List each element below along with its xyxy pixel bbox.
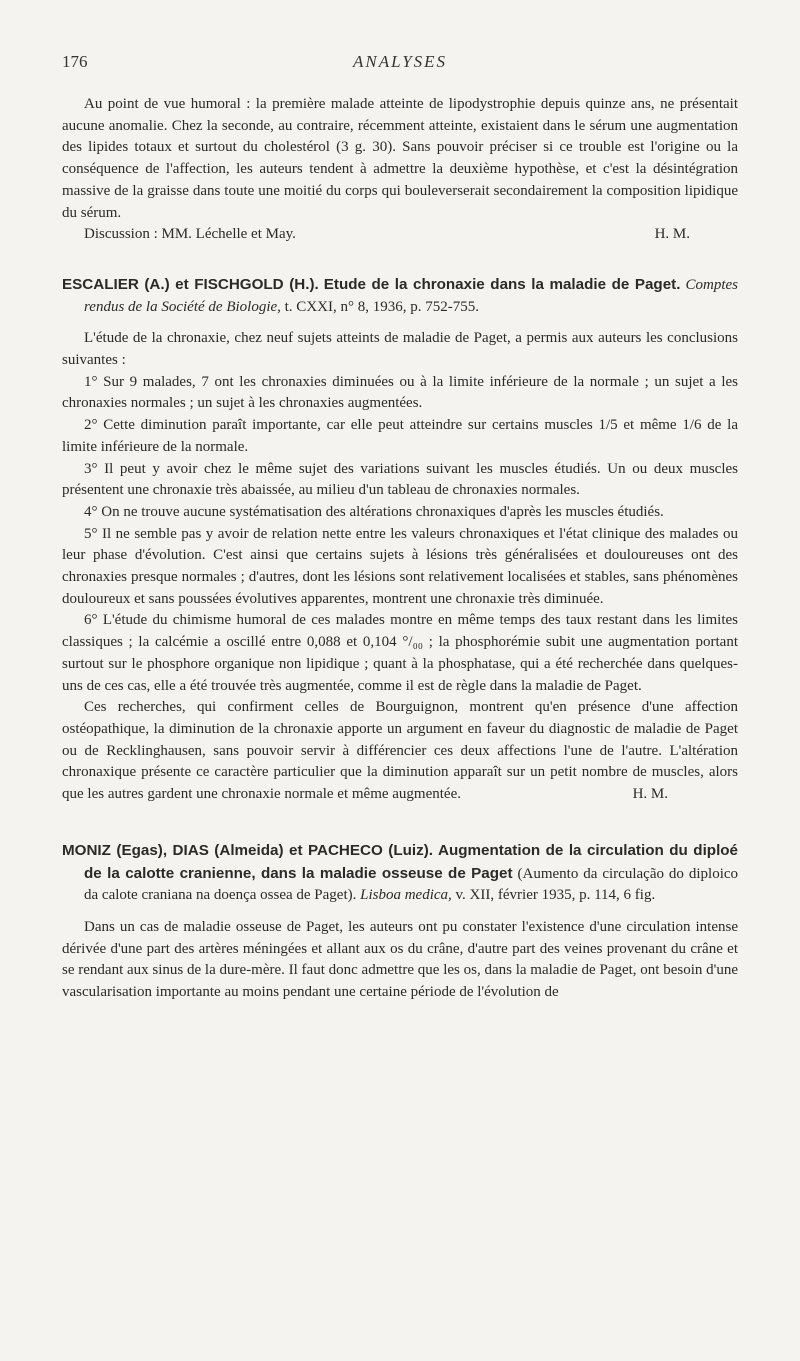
article-reference [62,274,738,318]
intro-signature: H. M. [654,226,690,243]
article-signature: H. M. [632,786,668,803]
article-paragraph-0: L'étude de la chronaxie, chez neuf sujets atteints de maladie de Paget, a permis aux auteurs les conclusions suivantes : [62,330,738,369]
article-paragraph-2: 2° Cette diminution paraît importante, car elle peut atteindre sur certains muscles 1/5 et même 1/6 de la limite inférieure de la normale. [62,417,738,455]
article-paragraph-1: 1° Sur 9 malades, 7 ont les chronaxies diminuées ou à la limite inférieure de la normale ; un sujet a les chronaxies normales ; un sujet à les chronaxies augmentées. [62,373,738,412]
article-escalier [62,274,738,806]
article-paragraph-4: 4° On ne trouve aucune systématisation des altérations chronaxiques d'après les muscles étudiés. [84,503,664,520]
article-authors: ESCALIER (A.) et FISCHGOLD (H.). [62,275,319,293]
article-paragraph-7 [62,697,738,806]
article-paragraph-7-text: Ces recherches, qui confirment celles de Bourguignon, montrent qu'en présence d'une affection ostéopathique, la diminution de la chronaxie apporte un argument en faveur du diagnostic de maladie de Paget ou de Recklinghausen, sans pouvoir servir à différencier ces deux affections l'une de l'autre. L'altération chronaxique présente ce caractère particulier que la diminution apparaît sur un petit nombre de muscles, alors que les autres gardent une chronaxie normale et même augmentée. [62,699,738,803]
article-details: t. CXXI, n° 8, 1936, p. 752-755. [284,298,479,315]
article-source: Comptes rendus de la Société de Biologie, [84,276,739,315]
article2-source: Lisboa medica, [360,887,452,904]
article-paragraph-5: 5° Il ne semble pas y avoir de relation nette entre les valeurs chronaxiques et l'état clinique des malades ou leur phase d'évolution. C'est ainsi que certains sujets à lésions très généralisées et douloureuses ont des chronaxies presque normales ; d'autres, dont les lésions sont relativement localisées et stables, sans phénomènes douloureux et sans poussées évolutives apparentes, montrent une chronaxie très diminuée. [62,525,738,607]
intro-section [62,94,738,246]
page-content [62,94,738,1004]
discussion-text: Discussion : MM. Léchelle et May. [84,226,296,243]
article2-title: Augmentation de la circulation du diploé de la calotte cranienne, dans la maladie osseuse de Paget [84,841,739,882]
article2-details: v. XII, février 1935, p. 114, 6 fig. [455,887,656,904]
running-title: ANALYSES [352,52,448,71]
article2-paragraph: Dans un cas de maladie osseuse de Paget, les auteurs ont pu constater l'existence d'une circulation intense dérivée d'une part des artères méningées et allant aux os du crâne, d'autre part des veines provenant du crâne et se rendant aux sinus de la dure-mère. Il faut donc admettre que les os, dans la maladie de Paget, ont besoin d'une vascularisation importante au moins pendant une certaine période de l'évolution de [62,918,738,1001]
article2-reference [62,840,738,907]
article-paragraph-6: 6° L'étude du chimisme humoral de ces malades montre en même temps des taux restant dans les limites classiques ; la calcémie a oscillé entre 0,088 et 0,104 °/₀₀ ; la phosphorémie subit une augmentation portant surtout sur le phosphore organique non lipidique ; quant à la phosphatase, qui a été recherchée dans quelques-uns de ces cas, elle a été trouvée très augmentée, comme il est de règle dans la maladie de Paget. [62,612,738,694]
article-paragraph-3: 3° Il peut y avoir chez le même sujet des variations suivant les muscles étudiés. Un ou deux muscles présentent une chronaxie très abaissée, au milieu d'un tableau de chronaxies normales. [62,460,738,499]
page-header [62,52,738,76]
article2-authors: MONIZ (Egas), DIAS (Almeida) et PACHECO (Luiz). [62,841,433,859]
intro-paragraph: Au point de vue humoral : la première malade atteinte de lipodystrophie depuis quinze ans, ne présentait aucune anomalie. Chez la seconde, au contraire, récemment atteinte, existaient dans le sérum une augmentation des lipides totaux et surtout du cholestérol (3 g. 30). Sans pouvoir préciser si ce trouble est l'origine ou la conséquence de l'affection, les auteurs tendent à admettre la deuxième hypothèse, et c'est la désintégration massive de la graisse dans toute une moitié du corps qui bouleverserait secondairement la composition lipidique du sérum. [62,96,738,221]
article-moniz [62,840,738,1004]
article-title: Etude de la chronaxie dans la maladie de Paget. [323,275,681,293]
article2-translation: (Aumento da circulação do diploico da calote craniana na doença ossea de Paget). [84,865,739,904]
page-number: 176 [62,52,88,71]
discussion-line [62,224,738,246]
